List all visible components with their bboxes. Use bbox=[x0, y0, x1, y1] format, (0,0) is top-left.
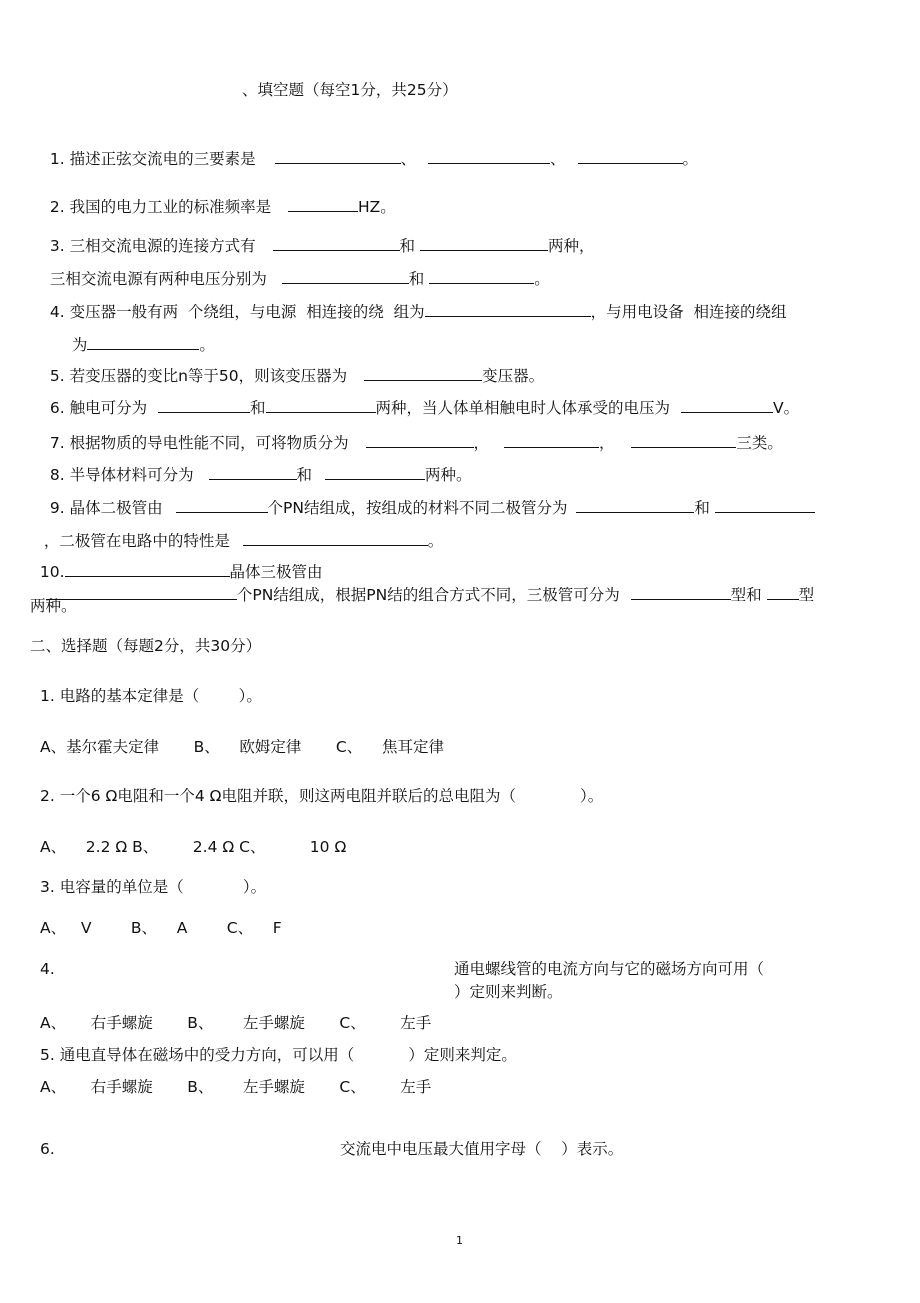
q10b-text: 个PN结组成，根据PN结的组合方式不同，三极管可分为 bbox=[236, 586, 625, 604]
separator: 、 bbox=[550, 150, 566, 168]
q6-text-mid: 和 bbox=[250, 399, 266, 417]
q2-text-end: HZ。 bbox=[358, 198, 396, 216]
q4-text: 4. 变压器一般有两 个绕组，与电源 相连接的绕 组为 bbox=[49, 303, 425, 321]
answer-blank[interactable] bbox=[266, 397, 376, 413]
q4b-text-end: 。 bbox=[199, 336, 215, 354]
answer-blank[interactable] bbox=[158, 397, 250, 413]
q4-text-end: ，与用电设备 相连接的绕组 bbox=[590, 303, 787, 321]
answer-blank[interactable] bbox=[428, 148, 550, 164]
s2-q2-options: A、 2.2 Ω B、 2.4 Ω C、 10 Ω bbox=[40, 838, 347, 856]
q7-sep: ， bbox=[473, 434, 494, 452]
answer-blank[interactable] bbox=[631, 432, 736, 448]
s2-q1-options: A、基尔霍夫定律 B、 欧姆定律 C、 焦耳定律 bbox=[40, 738, 444, 756]
section1-title: 、填空题（每空1分，共25分） bbox=[242, 81, 458, 99]
answer-blank[interactable] bbox=[631, 584, 731, 600]
q3b-text-mid: 和 bbox=[408, 270, 430, 288]
q9-text-mid2: 和 bbox=[694, 499, 715, 517]
q7-text-end: 三类。 bbox=[736, 434, 783, 452]
answer-blank[interactable] bbox=[576, 497, 694, 513]
page-number: 1 bbox=[456, 1234, 463, 1247]
q3-text: 3. 三相交流电源的连接方式有 bbox=[49, 237, 261, 255]
s2-q5-options: A、 右手螺旋 B、 左手螺旋 C、 左手 bbox=[40, 1078, 432, 1096]
s2-q2: 2. 一个6 Ω电阻和一个4 Ω电阻并联，则这两电阻并联后的总电阻为（ ）。 bbox=[40, 787, 604, 805]
q7-text: 7. 根据物质的导电性能不同，可将物质分为 bbox=[49, 434, 354, 452]
q8-text-end: 两种。 bbox=[424, 466, 472, 484]
s2-q5: 5. 通电直导体在磁场中的受力方向，可以用（ ）定则来判定。 bbox=[40, 1046, 517, 1064]
q9-text: 9. 晶体二极管由 bbox=[49, 499, 168, 517]
q10b-text-mid: 型和 bbox=[730, 586, 767, 604]
q10-number: 10. bbox=[39, 563, 65, 581]
q3b-text: 三相交流电源有两种电压分别为 bbox=[49, 270, 272, 288]
s2-q6-text: 交流电中电压最大值用字母（ ）表示。 bbox=[340, 1140, 624, 1158]
q10b-fill bbox=[36, 564, 814, 605]
q9b-text-end: 。 bbox=[427, 532, 444, 550]
q2-fill bbox=[40, 176, 396, 217]
s2-q6-number: 6. bbox=[40, 1140, 55, 1158]
q6-text-end: V。 bbox=[772, 399, 800, 417]
q6-text: 6. 触电可分为 bbox=[49, 399, 153, 417]
q3-text-mid: 和 bbox=[399, 237, 420, 255]
answer-blank[interactable] bbox=[275, 148, 401, 164]
s2-q3: 3. 电容量的单位是（ ）。 bbox=[40, 878, 267, 896]
s2-q4-options: A、 右手螺旋 B、 左手螺旋 C、 左手 bbox=[40, 1014, 432, 1032]
q5-text-end: 变压器。 bbox=[482, 367, 545, 385]
s2-q1: 1. 电路的基本定律是（ ）。 bbox=[40, 687, 262, 705]
answer-blank[interactable] bbox=[578, 148, 683, 164]
separator: 。 bbox=[682, 150, 699, 168]
answer-blank[interactable] bbox=[767, 584, 799, 600]
answer-blank[interactable] bbox=[681, 397, 773, 413]
separator: 、 bbox=[400, 150, 417, 168]
answer-blank[interactable] bbox=[288, 196, 358, 212]
q10c-text: 两种。 bbox=[30, 597, 77, 615]
q9-text-mid: 个PN结组成，按组成的材料不同二极管分为 bbox=[267, 499, 573, 517]
answer-blank[interactable] bbox=[715, 497, 815, 513]
q1-fill bbox=[40, 128, 698, 169]
q9b-text: ，二极管在电路中的特性是 bbox=[43, 532, 235, 550]
q3-text-end: 两种， bbox=[547, 237, 595, 255]
answer-blank[interactable] bbox=[425, 301, 591, 317]
q8-text: 8. 半导体材料可分为 bbox=[49, 466, 199, 484]
q1-text: 1. 描述正弦交流电的三要素是 bbox=[49, 150, 261, 168]
q6-text-mid2: 两种，当人体单相触电时人体承受的电压为 bbox=[375, 399, 675, 417]
answer-blank[interactable] bbox=[504, 432, 599, 448]
s2-q4-line1: 通电螺线管的电流方向与它的磁场方向可用（ bbox=[454, 960, 765, 978]
q3b-text-end: 。 bbox=[534, 270, 550, 288]
q4b-text: 为 bbox=[71, 336, 88, 354]
q2-text: 2. 我国的电力工业的标准频率是 bbox=[49, 198, 277, 216]
q8-text-mid: 和 bbox=[296, 466, 317, 484]
q5-text: 5. 若变压器的变比n等于50，则该变压器为 bbox=[49, 367, 353, 385]
q10b-text-end: 型 bbox=[798, 586, 815, 604]
section2-title: 二、选择题（每题2分，共30分） bbox=[30, 637, 262, 655]
s2-q4-line2: ）定则来判断。 bbox=[454, 983, 563, 1001]
s2-q4-number: 4. bbox=[40, 960, 55, 978]
q10-text: 晶体三极管由 bbox=[229, 563, 323, 581]
q7-sep: ， bbox=[598, 434, 620, 452]
s2-q3-options: A、 V B、 A C、 F bbox=[40, 919, 282, 937]
